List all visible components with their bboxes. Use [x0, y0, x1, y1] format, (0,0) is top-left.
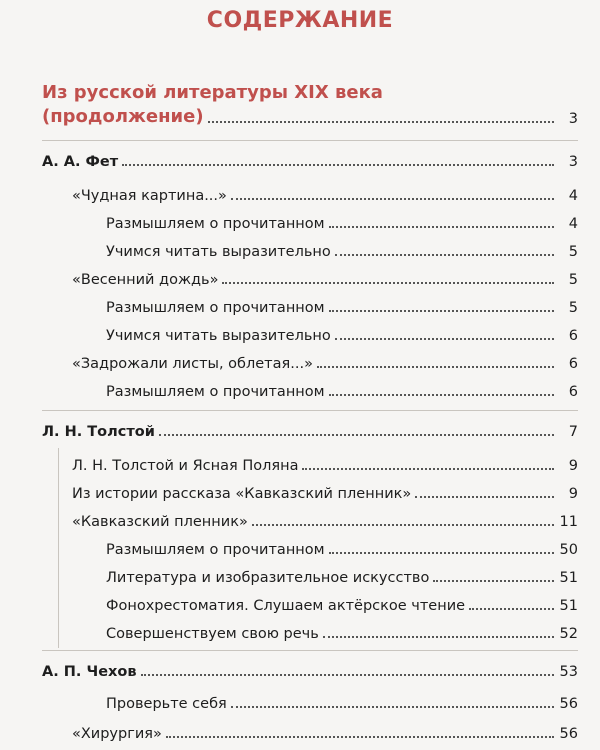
toc-entry-subsection[interactable]	[0, 376, 578, 400]
toc-entry-title: «Задрожали листы, облетая...»	[72, 356, 313, 372]
toc-page-number: 7	[568, 424, 578, 440]
toc-entry-subsection[interactable]	[0, 320, 578, 344]
toc-entry-title: «Чудная картина...»	[72, 188, 227, 204]
dot-leader	[231, 705, 554, 708]
toc-entry-subsection[interactable]	[0, 292, 578, 316]
toc-entry-title: Л. Н. Толстой	[42, 424, 155, 440]
dot-leader	[469, 607, 554, 610]
toc-page-number: 9	[568, 458, 578, 474]
dot-leader	[159, 433, 554, 436]
dot-leader	[141, 673, 554, 676]
toc-page-number: 5	[568, 272, 578, 288]
toc-entry-work[interactable]	[0, 718, 578, 742]
toc-entry-subsection[interactable]	[0, 590, 578, 614]
toc-entry-author[interactable]	[0, 656, 578, 680]
toc-entry-subsection[interactable]	[0, 208, 578, 232]
toc-page-number: 3	[568, 154, 578, 170]
dot-leader	[335, 337, 554, 340]
dot-leader	[323, 635, 554, 638]
toc-entry-title: А. А. Фет	[42, 154, 119, 170]
toc-entry-subsection[interactable]	[0, 534, 578, 558]
toc-entry-title: Из истории рассказа «Кавказский пленник»	[72, 486, 412, 502]
toc-entry-work[interactable]	[0, 180, 578, 204]
toc-entry-title: Совершенствуем свою речь	[106, 626, 319, 642]
toc-entry-title: А. П. Чехов	[42, 664, 137, 680]
toc-entry-work[interactable]	[0, 348, 578, 372]
part-title-line2: (продолжение)	[42, 106, 204, 127]
dot-leader	[329, 393, 554, 396]
dot-leader	[329, 309, 554, 312]
section-divider	[42, 650, 578, 651]
toc-entry-title: Размышляем о прочитанном	[106, 216, 325, 232]
dot-leader	[252, 523, 554, 526]
toc-entry-title: Размышляем о прочитанном	[106, 300, 325, 316]
section-divider	[42, 410, 578, 411]
dot-leader	[208, 120, 554, 123]
dot-leader	[302, 467, 554, 470]
dot-leader	[329, 551, 554, 554]
toc-page-number: 53	[559, 664, 578, 680]
toc-page-number: 51	[559, 598, 578, 614]
toc-page-number: 56	[559, 696, 578, 712]
toc-entry-work[interactable]	[0, 506, 578, 530]
toc-entry-title: «Хирургия»	[72, 726, 162, 742]
dot-leader	[231, 197, 554, 200]
toc-entry-title: Учимся читать выразительно	[106, 244, 331, 260]
toc-entry-work[interactable]	[0, 450, 578, 474]
toc-entry-subsection[interactable]	[0, 562, 578, 586]
toc-entry-title: Литература и изобразительное искусство	[106, 570, 430, 586]
dot-leader	[317, 365, 554, 368]
toc-page-number: 4	[568, 216, 578, 232]
dot-leader	[222, 281, 554, 284]
dot-leader	[433, 579, 554, 582]
toc-entry-title: «Кавказский пленник»	[72, 514, 248, 530]
toc-entry-author[interactable]	[0, 416, 578, 440]
toc-page-number: 6	[568, 384, 578, 400]
toc-entry-title: Размышляем о прочитанном	[106, 542, 325, 558]
dot-leader	[415, 495, 554, 498]
toc-entry-title: Фонохрестоматия. Слушаем актёрское чтение	[106, 598, 466, 614]
toc-page-number: 56	[559, 726, 578, 742]
dot-leader	[166, 735, 554, 738]
part-title-line2-row	[42, 106, 578, 127]
toc-entry-title: Проверьте себя	[106, 696, 227, 712]
toc-entry-title: Размышляем о прочитанном	[106, 384, 325, 400]
toc-entry-work[interactable]	[0, 264, 578, 288]
dot-leader	[329, 225, 554, 228]
page-title: СОДЕРЖАНИЕ	[206, 8, 394, 33]
toc-page-number: 6	[568, 328, 578, 344]
toc-entry-title: «Весенний дождь»	[72, 272, 219, 288]
toc-page-number: 6	[568, 356, 578, 372]
toc-entry-author[interactable]	[0, 146, 578, 170]
toc-page-number: 50	[559, 542, 578, 558]
toc-entry-subsection[interactable]	[0, 618, 578, 642]
toc-page-number: 4	[568, 188, 578, 204]
toc-page-number: 5	[568, 244, 578, 260]
toc-page-number: 11	[559, 514, 578, 530]
part-page-number: 3	[568, 111, 578, 127]
part-title-line1: Из русской литературы XIX века	[42, 82, 383, 103]
dot-leader	[335, 253, 554, 256]
toc-entry-work[interactable]	[0, 478, 578, 502]
toc-entry-subsection[interactable]	[0, 236, 578, 260]
toc-page-number: 5	[568, 300, 578, 316]
dot-leader	[122, 163, 554, 166]
toc-page-number: 52	[559, 626, 578, 642]
section-divider	[42, 140, 578, 141]
toc-entry-title: Учимся читать выразительно	[106, 328, 331, 344]
toc-entry-subsection[interactable]	[0, 688, 578, 712]
toc-page-number: 9	[568, 486, 578, 502]
toc-page-number: 51	[559, 570, 578, 586]
toc-entry-title: Л. Н. Толстой и Ясная Поляна	[72, 458, 299, 474]
